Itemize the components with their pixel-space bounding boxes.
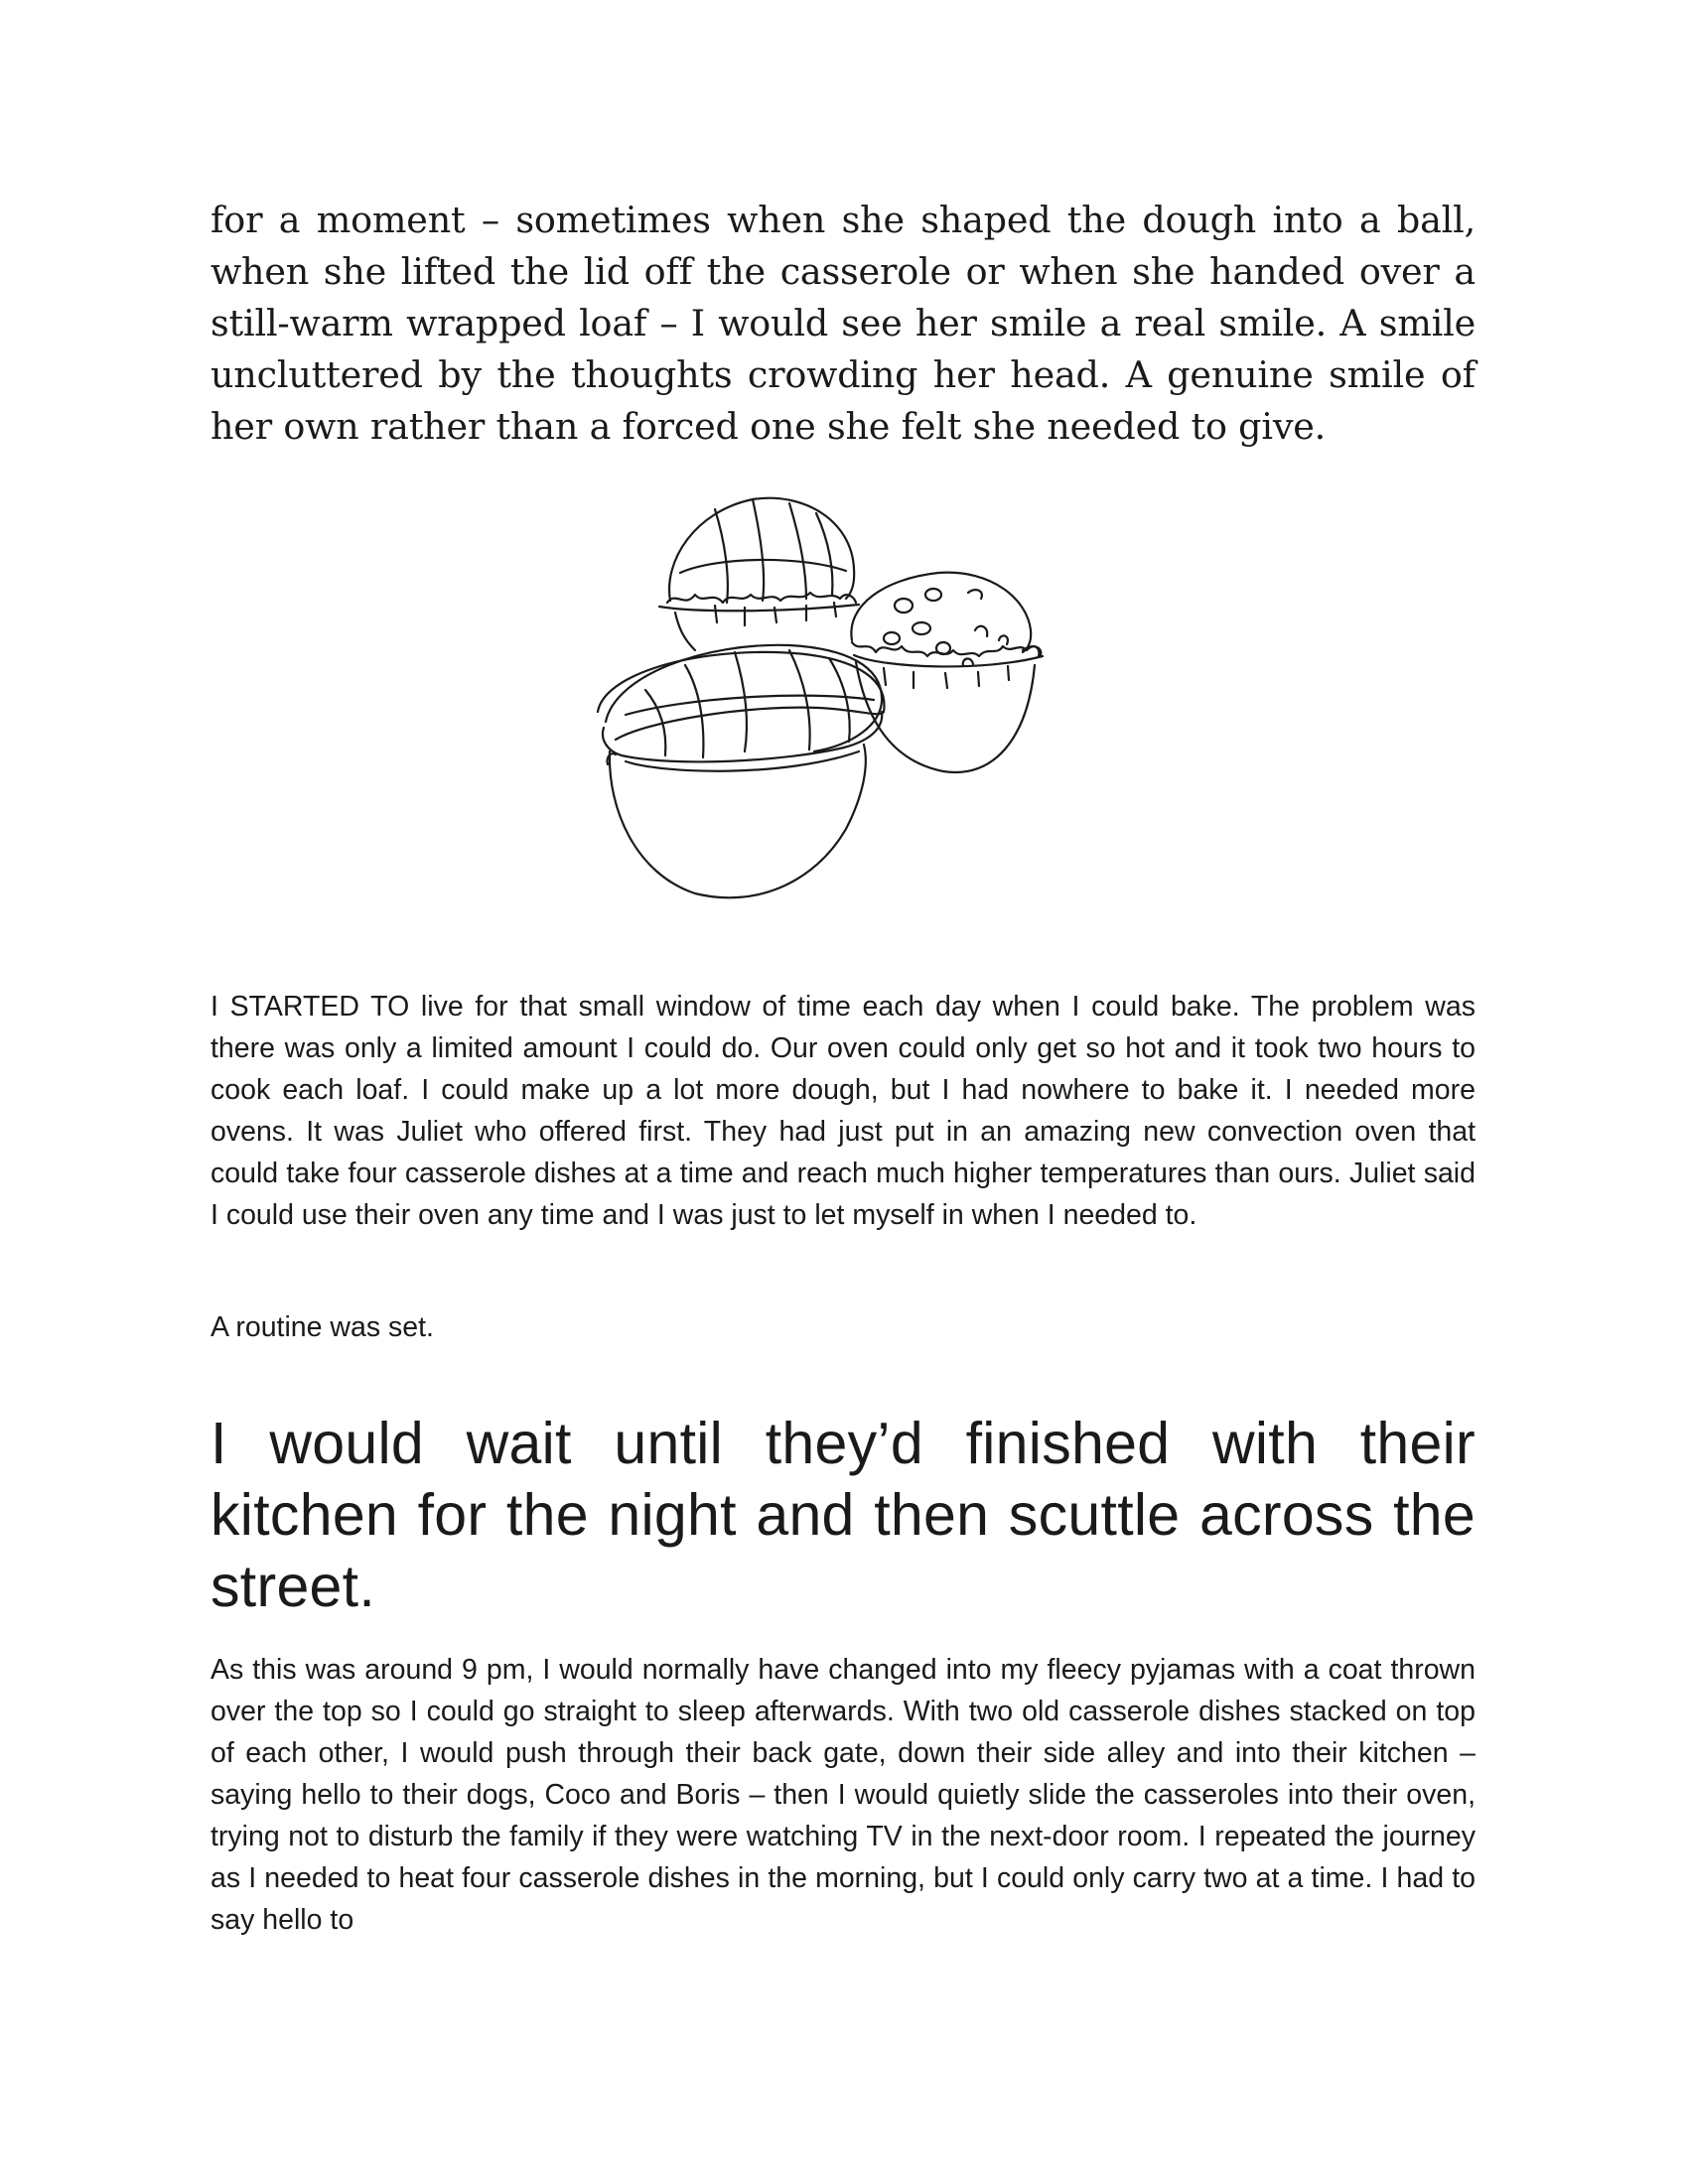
paragraph-routine: A routine was set. [211, 1311, 434, 1343]
paragraph-nine-pm: As this was around 9 pm, I would normally have changed into my fleecy pyjamas with a coat thrown over the top so I could go straight to sleep afterwards. With two old casserole dishes stacked on top of each other, I would push through their back gate, down their side alley and into their kitchen – saying hello to their dogs, Coco and Boris – then I would quietly slide the casseroles into their oven, trying not to disturb the family if they were watching TV in the next-door room. I repeated the journey as I needed to heat four casserole dishes in the morning, but I could only carry two at a time. I had to say hello to [211, 1654, 1476, 1936]
casserole-dishes-drawing [586, 491, 1102, 913]
opening-paragraph: for a moment – sometimes when she shaped the dough into a ball, when she lifted the lid off the casserole or when she handed over a still-warm wrapped loaf – I would see her smile a real smile. A smile uncluttered by the thoughts crowding her head. A genuine smile of her own rather than a forced one she felt she needed to give. [211, 199, 1476, 448]
casserole-dishes-illustration [586, 491, 1102, 913]
pull-quote: I would wait until they’d finished with their kitchen for the night and then scuttle across the street. [211, 1411, 1476, 1619]
paragraph-started-to-live: I STARTED TO live for that small window of time each day when I could bake. The problem was there was only a limited amount I could do. Our oven could only get so hot and it took two hours to cook each loaf. I could make up a lot more dough, but I had nowhere to bake it. I needed more ovens. It was Juliet who offered first. They had just put in an amazing new convection oven that could take four casserole dishes at a time and reach much higher temperatures than ours. Juliet said I could use their oven any time and I was just to let myself in when I needed to. [211, 991, 1476, 1231]
